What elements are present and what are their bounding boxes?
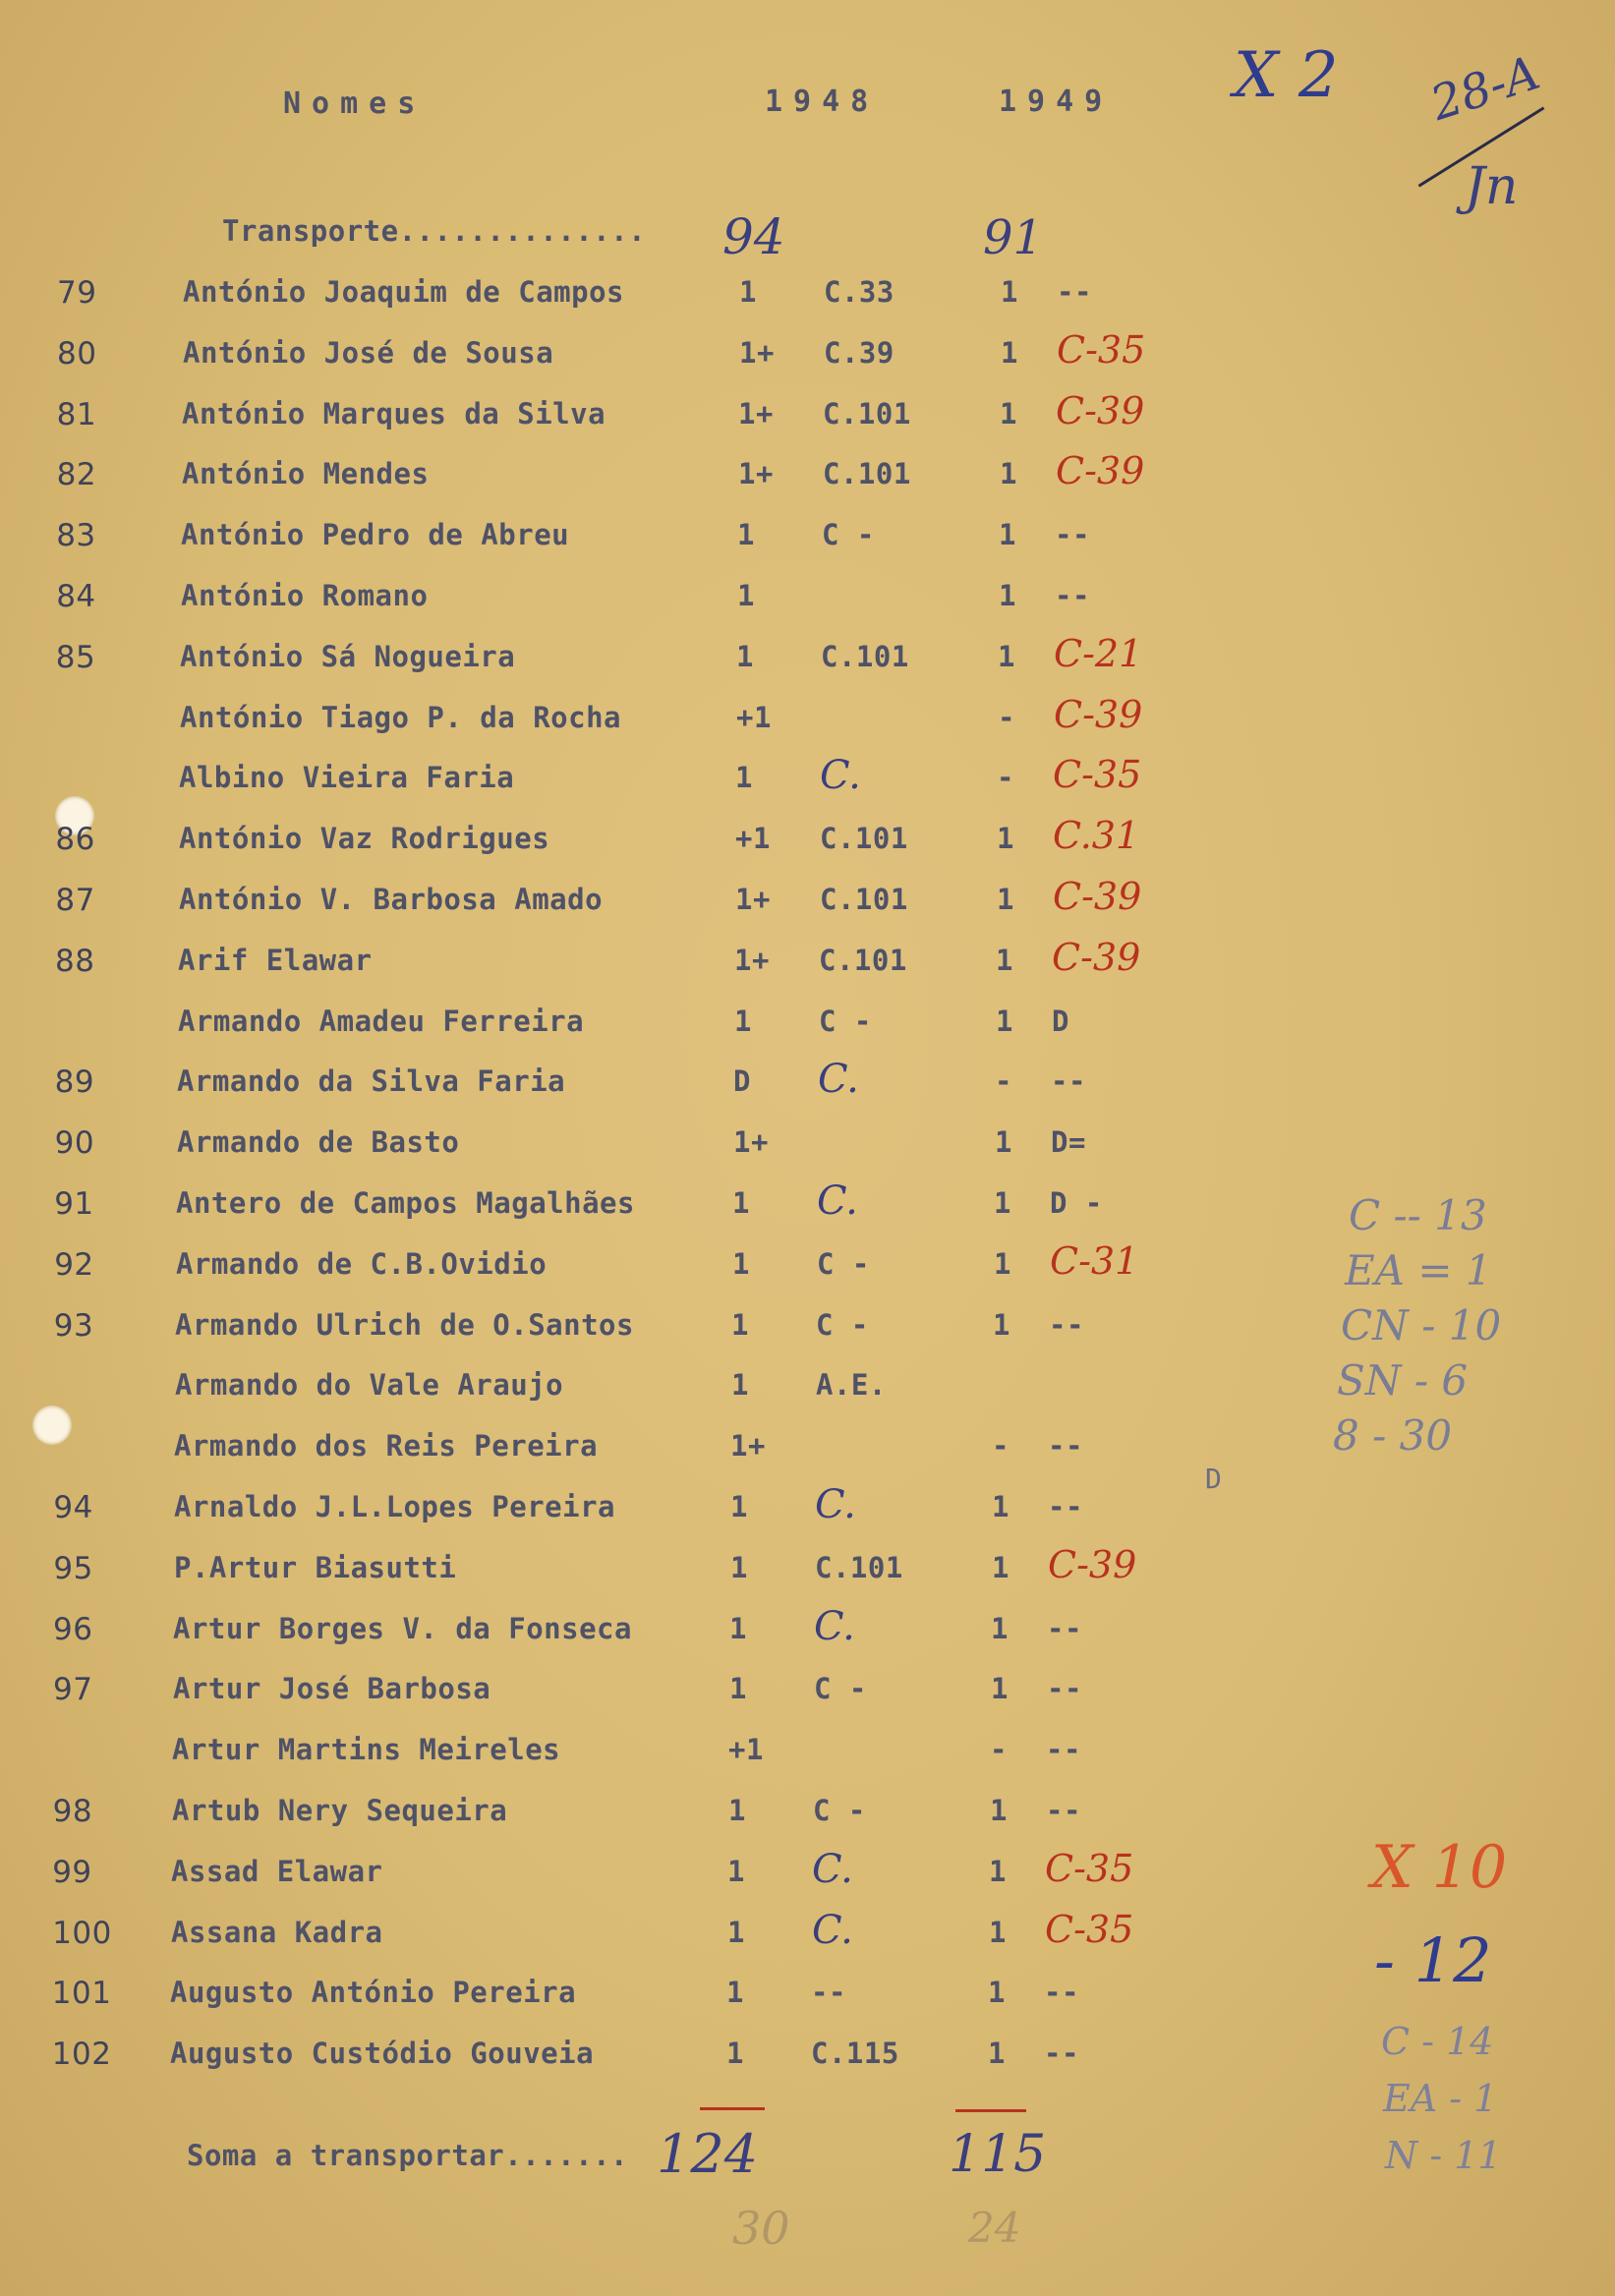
- row-count-1948: 1: [728, 1794, 746, 1827]
- row-count-1949: -: [997, 761, 1014, 794]
- row-count-1949: 1: [994, 1247, 1011, 1281]
- tally-line: CN - 10: [1341, 1301, 1502, 1349]
- row-name: Augusto Custódio Gouveia: [170, 2037, 595, 2070]
- row-count-1949: 1: [1001, 275, 1018, 309]
- row-number: 97: [53, 1672, 93, 1707]
- row-name: Armando de C.B.Ovidio: [176, 1247, 548, 1281]
- row-name: Armando do Vale Araujo: [175, 1368, 564, 1402]
- row-name: António Pedro de Abreu: [181, 518, 570, 551]
- row-number: 92: [54, 1247, 94, 1283]
- row-name: Artur José Barbosa: [173, 1672, 491, 1705]
- row-code-1948: C.115: [811, 2037, 899, 2070]
- row-code-1948: C.: [820, 753, 861, 798]
- row-code-1949: --: [1057, 275, 1092, 309]
- row-number: 101: [51, 1976, 112, 2011]
- minus-total: - 12: [1374, 1924, 1492, 1996]
- row-count-1949: 1: [992, 1490, 1009, 1523]
- row-code-1948: C.: [814, 1604, 855, 1649]
- row-count-1949: 1: [999, 579, 1016, 612]
- tally-line: SN - 6: [1337, 1356, 1469, 1405]
- row-code-1948: C.: [818, 1057, 859, 1102]
- row-code-1948: C -: [814, 1672, 867, 1705]
- row-name: Armando de Basto: [177, 1125, 460, 1159]
- row-count-1949: 1: [1000, 457, 1017, 490]
- row-code-1949: --: [1049, 1308, 1084, 1342]
- row-code-1948: C.39: [824, 336, 894, 370]
- row-code-1948: C.101: [815, 1551, 903, 1584]
- row-code-1949: D -: [1050, 1186, 1103, 1220]
- row-count-1948: 1: [730, 1551, 748, 1584]
- row-number: 100: [52, 1916, 112, 1951]
- side-d-mark: D: [1205, 1463, 1222, 1495]
- row-count-1948: +1: [736, 701, 772, 734]
- row-code-1948: C.: [817, 1178, 858, 1224]
- row-code-1948: A.E.: [816, 1368, 887, 1402]
- row-number: 80: [57, 336, 97, 372]
- row-count-1948: 1: [731, 1308, 749, 1342]
- row-count-1948: 1: [737, 579, 755, 612]
- row-count-1948: 1: [731, 1368, 749, 1402]
- row-count-1948: +1: [735, 822, 771, 855]
- row-code-1949: --: [1044, 1976, 1079, 2009]
- row-name: P.Artur Biasutti: [174, 1551, 457, 1584]
- row-count-1949: 1: [989, 1916, 1007, 1949]
- row-count-1949: 1: [996, 944, 1013, 977]
- underline-1948: [700, 2107, 765, 2110]
- row-number: 90: [54, 1125, 95, 1161]
- row-name: Artub Nery Sequeira: [172, 1794, 508, 1827]
- tally-line: C -- 13: [1349, 1191, 1487, 1239]
- row-name: António José de Sousa: [183, 336, 554, 370]
- column-header-1948: 1948: [765, 85, 880, 119]
- tally-line: EA = 1: [1345, 1246, 1492, 1294]
- row-code-1948: C -: [822, 518, 875, 551]
- row-name: Artur Martins Meireles: [172, 1733, 561, 1766]
- row-count-1948: 1: [735, 761, 753, 794]
- row-count-1948: 1+: [739, 336, 775, 370]
- row-code-1949: D: [1052, 1004, 1069, 1038]
- row-count-1948: 1: [734, 1004, 752, 1038]
- row-count-1948: 1: [727, 1916, 745, 1949]
- row-count-1949: 1: [991, 1612, 1009, 1645]
- row-code-1949: --: [1047, 1612, 1082, 1645]
- row-count-1949: 1: [998, 640, 1015, 673]
- row-count-1948: 1+: [734, 944, 770, 977]
- column-header-1949: 1949: [999, 85, 1114, 119]
- row-count-1949: -: [992, 1429, 1009, 1463]
- corner-mark: X 2: [1234, 39, 1339, 112]
- row-count-1948: +1: [728, 1733, 764, 1766]
- row-code-1948: C.: [812, 1847, 853, 1892]
- row-count-1949: 1: [995, 1125, 1012, 1159]
- row-number: 87: [55, 883, 95, 918]
- tally-line: 8 - 30: [1333, 1411, 1453, 1460]
- row-name: Armando Amadeu Ferreira: [178, 1004, 585, 1038]
- row-code-1949: --: [1055, 518, 1090, 551]
- tally-bottom-line: EA - 1: [1383, 2077, 1498, 2120]
- row-code-1948: C -: [817, 1247, 870, 1281]
- row-name: António Romano: [181, 579, 429, 612]
- row-count-1948: 1: [737, 518, 755, 551]
- row-code-1949: C-35: [1045, 1847, 1134, 1890]
- row-number: 95: [53, 1551, 93, 1586]
- row-count-1948: 1+: [738, 457, 774, 490]
- row-code-1948: C -: [819, 1004, 872, 1038]
- row-count-1949: -: [990, 1733, 1008, 1766]
- row-number: 94: [53, 1490, 93, 1525]
- row-code-1949: --: [1046, 1794, 1081, 1827]
- underline-1949: [955, 2109, 1026, 2112]
- row-code-1949: --: [1055, 579, 1090, 612]
- row-count-1948: 1+: [735, 883, 771, 916]
- transport-label: Transporte..............: [222, 214, 647, 248]
- row-count-1949: 1: [991, 1672, 1009, 1705]
- row-number: 81: [56, 397, 97, 432]
- row-count-1949: -: [998, 701, 1015, 734]
- row-code-1948: C.101: [820, 883, 908, 916]
- corner-ref-bottom: Jn: [1465, 157, 1519, 216]
- row-name: António Vaz Rodrigues: [179, 822, 550, 855]
- row-count-1948: 1: [736, 640, 754, 673]
- row-number: 102: [51, 2037, 112, 2072]
- row-name: Armando dos Reis Pereira: [174, 1429, 599, 1463]
- row-name: Antero de Campos Magalhães: [176, 1186, 635, 1220]
- row-code-1949: C-31: [1050, 1239, 1139, 1283]
- row-number: 85: [55, 640, 96, 675]
- row-number: 89: [54, 1064, 95, 1100]
- row-count-1948: 1: [739, 275, 757, 309]
- row-code-1948: C.: [812, 1908, 853, 1953]
- row-count-1948: D: [733, 1064, 751, 1098]
- row-code-1948: C.101: [823, 457, 911, 490]
- row-count-1948: 1: [732, 1247, 750, 1281]
- row-code-1949: C-21: [1054, 632, 1143, 675]
- row-count-1948: 1: [727, 1855, 745, 1888]
- row-number: 88: [55, 944, 95, 979]
- row-number: 83: [56, 518, 96, 553]
- carry-forward-total-1948: 124: [657, 2123, 759, 2185]
- row-count-1949: 1: [993, 1308, 1010, 1342]
- row-name: Artur Borges V. da Fonseca: [173, 1612, 632, 1645]
- row-count-1949: 1: [989, 1855, 1007, 1888]
- row-code-1948: C.101: [820, 822, 908, 855]
- row-name: Arif Elawar: [178, 944, 373, 977]
- row-count-1948: 1: [729, 1672, 747, 1705]
- row-count-1949: 1: [990, 1794, 1008, 1827]
- transport-total-1949: 91: [983, 210, 1044, 265]
- row-name: Augusto António Pereira: [170, 1976, 577, 2009]
- row-name: Assana Kadra: [171, 1916, 383, 1949]
- row-count-1949: 1: [988, 2037, 1006, 2070]
- row-code-1949: C-39: [1048, 1543, 1137, 1586]
- row-count-1949: 1: [994, 1186, 1011, 1220]
- row-code-1948: C.101: [819, 944, 907, 977]
- carry-forward-label: Soma a transportar.......: [187, 2139, 628, 2172]
- row-name: António Sá Nogueira: [180, 640, 516, 673]
- row-number: 84: [56, 579, 96, 614]
- row-count-1948: 1: [726, 2037, 744, 2070]
- row-code-1949: --: [1047, 1672, 1082, 1705]
- row-code-1948: C.33: [824, 275, 894, 309]
- row-code-1949: --: [1048, 1490, 1083, 1523]
- row-count-1948: 1+: [738, 397, 774, 430]
- row-number: 93: [53, 1308, 94, 1344]
- row-code-1949: C-39: [1053, 875, 1142, 918]
- row-name: António Joaquim de Campos: [183, 275, 624, 309]
- row-name: Albino Vieira Faria: [179, 761, 515, 794]
- row-code-1949: D=: [1051, 1125, 1086, 1159]
- row-code-1949: --: [1048, 1429, 1083, 1463]
- row-code-1948: C.101: [823, 397, 911, 430]
- row-name: Arnaldo J.L.Lopes Pereira: [174, 1490, 615, 1523]
- row-name: António V. Barbosa Amado: [179, 883, 604, 916]
- row-code-1948: C -: [813, 1794, 866, 1827]
- row-number: 99: [52, 1855, 92, 1890]
- row-name: Armando Ulrich de O.Santos: [175, 1308, 634, 1342]
- row-count-1949: 1: [992, 1551, 1009, 1584]
- row-count-1949: -: [995, 1064, 1012, 1098]
- row-code-1949: C-35: [1057, 328, 1146, 372]
- row-count-1949: 1: [997, 883, 1014, 916]
- orange-mark: X 10: [1371, 1833, 1508, 1902]
- row-number: 86: [55, 822, 95, 857]
- row-code-1949: --: [1051, 1064, 1086, 1098]
- corner-ref-top: 28-A: [1424, 45, 1546, 132]
- transport-total-1948: 94: [722, 208, 785, 265]
- row-code-1949: --: [1044, 2037, 1079, 2070]
- row-code-1949: C-39: [1056, 389, 1145, 432]
- column-header-names: Nomes: [283, 86, 427, 121]
- row-code-1949: --: [1046, 1733, 1081, 1766]
- row-number: 91: [54, 1186, 94, 1222]
- row-code-1948: C.101: [821, 640, 909, 673]
- row-name: Assad Elawar: [171, 1855, 383, 1888]
- row-count-1948: 1: [732, 1186, 750, 1220]
- row-number: 82: [56, 457, 97, 492]
- row-number: 79: [57, 275, 97, 311]
- carry-forward-total-1949: 115: [949, 2125, 1047, 2184]
- row-count-1948: 1: [730, 1490, 748, 1523]
- row-count-1948: 1: [729, 1612, 747, 1645]
- row-name: António Marques da Silva: [182, 397, 606, 430]
- row-code-1949: C-35: [1053, 753, 1142, 796]
- row-count-1949: 1: [996, 1004, 1013, 1038]
- row-count-1948: 1: [726, 1976, 744, 2009]
- row-count-1949: 1: [999, 518, 1016, 551]
- faint-subtotal-1948: 30: [732, 2202, 790, 2255]
- tally-bottom-line: C - 14: [1381, 2020, 1494, 2063]
- row-name: António Mendes: [182, 457, 430, 490]
- punch-hole-lower: [32, 1406, 72, 1445]
- row-count-1949: 1: [1001, 336, 1018, 370]
- row-code-1948: C.: [815, 1482, 856, 1527]
- row-count-1948: 1+: [730, 1429, 766, 1463]
- row-name: António Tiago P. da Rocha: [180, 701, 621, 734]
- row-code-1948: --: [811, 1976, 846, 2009]
- row-code-1949: C-39: [1052, 936, 1141, 979]
- row-number: 96: [53, 1612, 93, 1647]
- tally-bottom-line: N - 11: [1385, 2134, 1502, 2177]
- row-name: Armando da Silva Faria: [177, 1064, 566, 1098]
- row-code-1949: C.31: [1053, 814, 1140, 857]
- row-count-1949: 1: [997, 822, 1014, 855]
- row-code-1949: C-39: [1056, 449, 1145, 492]
- row-count-1949: 1: [1000, 397, 1017, 430]
- row-code-1949: C-39: [1054, 693, 1143, 736]
- row-number: 98: [52, 1794, 93, 1829]
- row-code-1949: C-35: [1045, 1908, 1134, 1951]
- row-count-1948: 1+: [733, 1125, 769, 1159]
- faint-subtotal-1949: 24: [968, 2204, 1021, 2252]
- row-code-1948: C -: [816, 1308, 869, 1342]
- row-count-1949: 1: [988, 1976, 1006, 2009]
